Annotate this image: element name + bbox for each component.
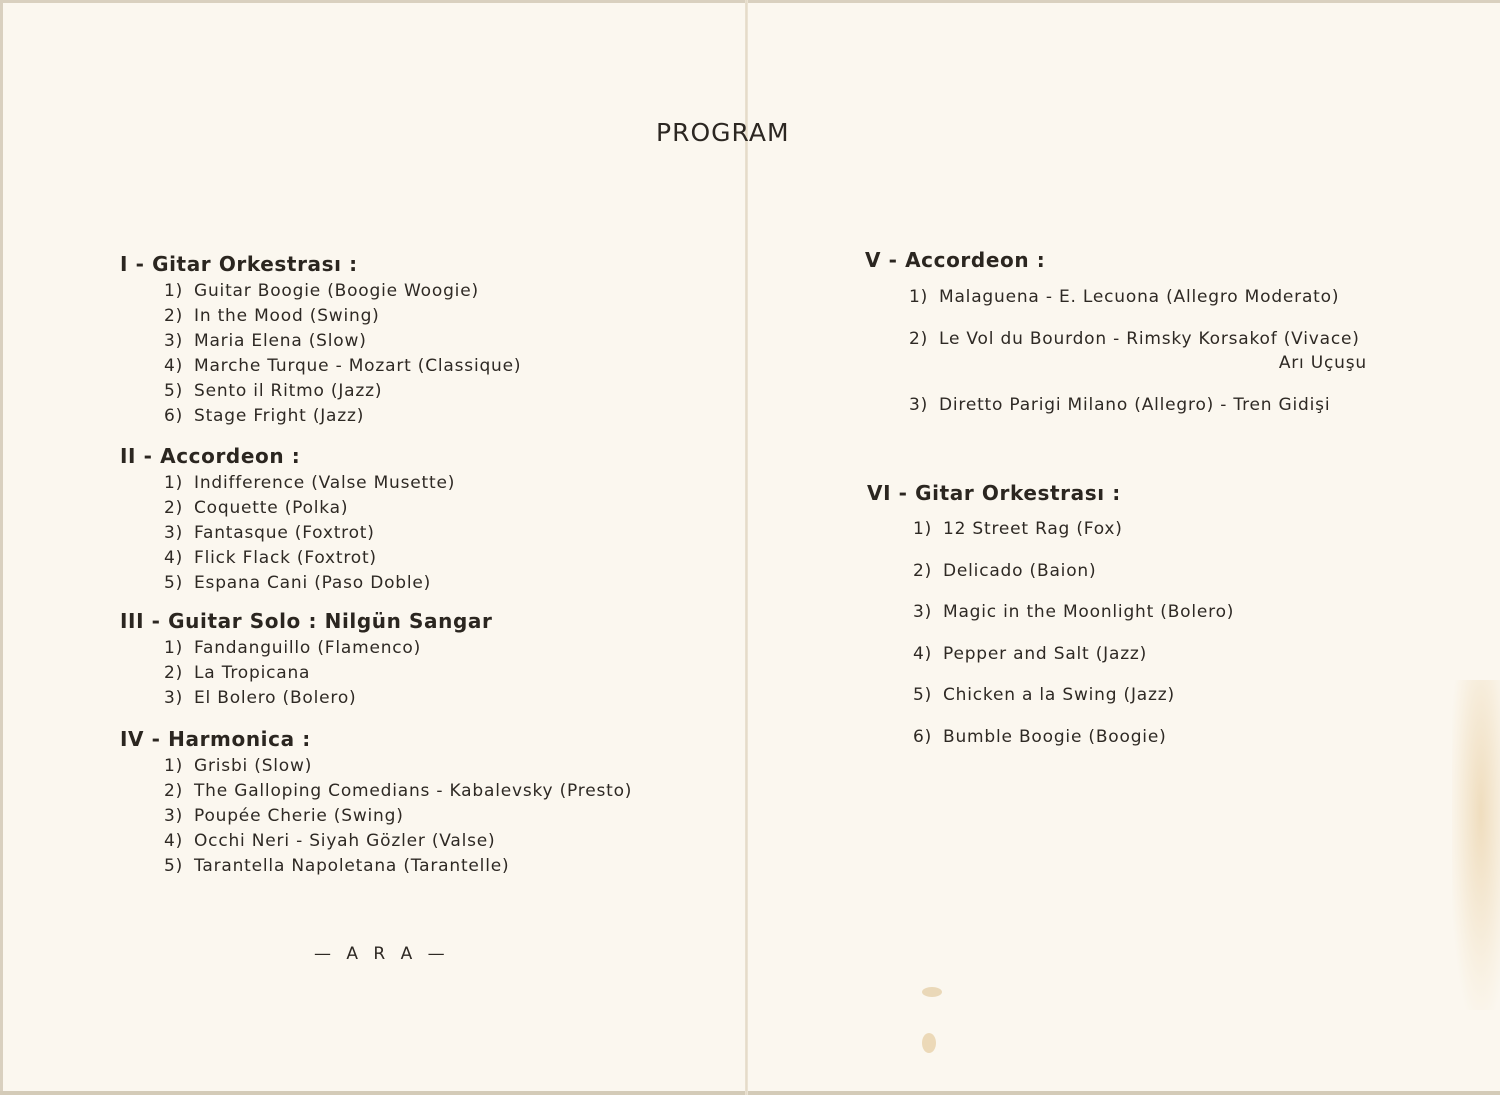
section-heading: IV - Harmonica : bbox=[120, 727, 311, 751]
list-item: 3) Maria Elena (Slow) bbox=[164, 331, 367, 351]
piece-list bbox=[913, 517, 1234, 766]
program-section-5 bbox=[865, 248, 1367, 417]
center-fold-line bbox=[745, 0, 748, 1095]
section-heading: II - Accordeon : bbox=[120, 444, 301, 468]
list-item: 3) Diretto Parigi Milano (Allegro) - Tren Gidişi bbox=[909, 395, 1331, 415]
list-item: 1) Guitar Boogie (Boogie Woogie) bbox=[164, 281, 479, 301]
list-item: 3) Fantasque (Foxtrot) bbox=[164, 523, 375, 543]
list-item: 4) Pepper and Salt (Jazz) bbox=[913, 643, 1148, 664]
piece-list bbox=[164, 754, 632, 879]
piece-list bbox=[164, 636, 492, 711]
list-item: 1) Grisbi (Slow) bbox=[164, 756, 313, 776]
section-heading: III - Guitar Solo : Nilgün Sangar bbox=[120, 609, 493, 633]
list-item: 1) Malaguena - E. Lecuona (Allegro Moderato) bbox=[909, 287, 1340, 307]
piece-list bbox=[164, 279, 521, 429]
list-item: 3) El Bolero (Bolero) bbox=[164, 688, 357, 708]
list-item: 6) Bumble Boogie (Boogie) bbox=[913, 726, 1167, 747]
paper-edge-top bbox=[0, 0, 1500, 3]
list-item: 3) Poupée Cherie (Swing) bbox=[164, 806, 404, 826]
program-section-1 bbox=[120, 252, 521, 429]
paper-spot bbox=[922, 1033, 936, 1053]
list-item: 3) Magic in the Moonlight (Bolero) bbox=[913, 602, 1235, 622]
program-section-4 bbox=[120, 727, 632, 879]
list-item: 5) Chicken a la Swing (Jazz) bbox=[913, 685, 1175, 705]
section-heading: I - Gitar Orkestrası : bbox=[120, 252, 358, 276]
list-item: 1) Indifference (Valse Musette) bbox=[164, 473, 456, 493]
list-item: 1) 12 Street Rag (Fox) bbox=[913, 519, 1123, 539]
list-item: 5) Espana Cani (Paso Doble) bbox=[164, 573, 432, 593]
page-title: PROGRAM bbox=[656, 118, 790, 147]
program-section-6 bbox=[867, 481, 1234, 766]
paper-edge-bottom bbox=[0, 1091, 1500, 1095]
intermission-label: — A R A — bbox=[314, 944, 450, 964]
program-section-3 bbox=[120, 609, 492, 711]
paper-edge-left bbox=[0, 0, 3, 1095]
list-item: 2) Le Vol du Bourdon - Rimsky Korsakof (Vivace) Arı Uçuşu bbox=[909, 329, 1367, 373]
list-item: 4) Flick Flack (Foxtrot) bbox=[164, 548, 377, 568]
paper-spot bbox=[922, 987, 942, 997]
paper-stain bbox=[1452, 680, 1500, 1010]
program-section-2 bbox=[120, 444, 455, 596]
list-item: 2) La Tropicana bbox=[164, 663, 311, 683]
list-item: 4) Marche Turque - Mozart (Classique) bbox=[164, 356, 522, 376]
list-item: 2) In the Mood (Swing) bbox=[164, 306, 380, 326]
list-item: 2) Coquette (Polka) bbox=[164, 498, 349, 518]
list-item: 5) Tarantella Napoletana (Tarantelle) bbox=[164, 856, 510, 876]
piece-list bbox=[164, 471, 455, 596]
section-heading: V - Accordeon : bbox=[865, 248, 1046, 272]
list-item: 4) Occhi Neri - Siyah Gözler (Valse) bbox=[164, 831, 496, 851]
piece-list bbox=[909, 285, 1367, 417]
list-item: 6) Stage Fright (Jazz) bbox=[164, 406, 365, 426]
list-item: 5) Sento il Ritmo (Jazz) bbox=[164, 381, 383, 401]
list-item: 2) Delicado (Baion) bbox=[913, 560, 1097, 581]
list-item: 1) Fandanguillo (Flamenco) bbox=[164, 638, 422, 658]
list-item: 2) The Galloping Comedians - Kabalevsky (Presto) bbox=[164, 781, 633, 801]
section-heading: VI - Gitar Orkestrası : bbox=[867, 481, 1121, 505]
list-item-subtitle: Arı Uçuşu bbox=[1278, 353, 1367, 373]
